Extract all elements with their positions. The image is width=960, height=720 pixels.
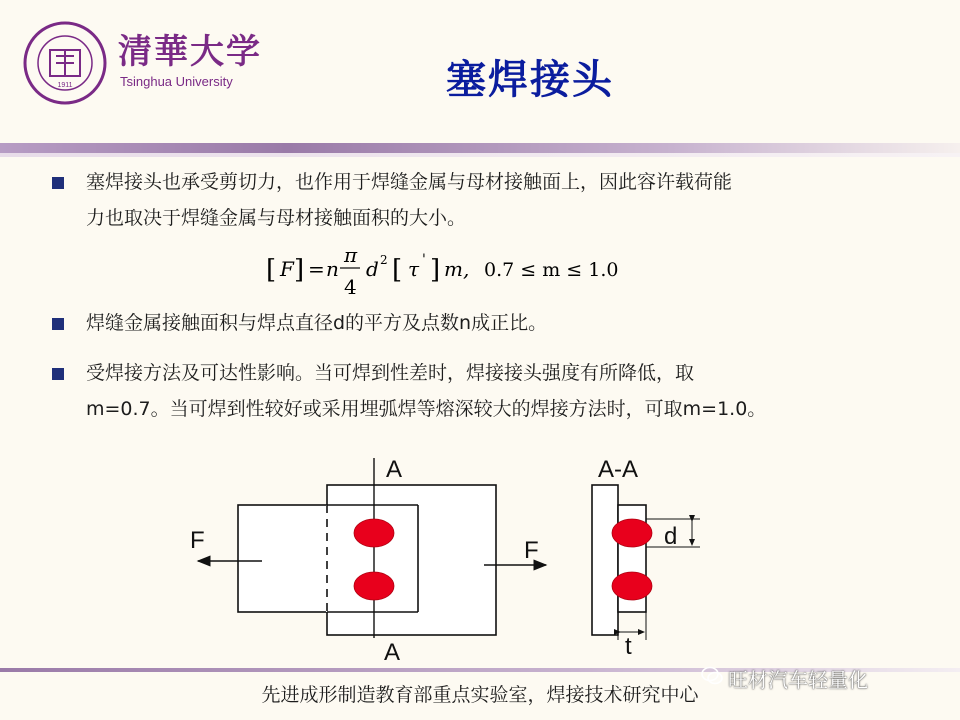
university-logo-chinese: 清華大学 xyxy=(118,32,262,72)
formula-F: F xyxy=(280,257,294,281)
weld-spot xyxy=(354,519,394,547)
bullet-2-line-1: 焊缝金属接触面积与焊点直径d的平方及点数n成正比。 xyxy=(86,312,548,334)
formula-n: n xyxy=(326,257,339,281)
section-label-bottom: A xyxy=(384,639,401,666)
formula-denominator: 4 xyxy=(344,275,357,299)
formula-d: d xyxy=(366,257,379,281)
bullet-3-line-1: 受焊接方法及可达性影响。当可焊到性差时，焊接接头强度有所降低，取 xyxy=(86,362,695,384)
section-label-top: A xyxy=(386,456,403,483)
formula-pi: π xyxy=(344,243,358,267)
seal-year: 1911 xyxy=(57,82,73,89)
force-label-left: F xyxy=(190,527,205,554)
weld-spot xyxy=(354,572,394,600)
bullet-3-line-2: m=0.7。当可焊到性较好或采用埋弧焊等熔深较大的焊接方法时，可取m=1.0。 xyxy=(86,398,767,420)
watermark-text: 旺材汽车轻量化 xyxy=(728,668,868,692)
bullet-square-icon xyxy=(52,177,64,189)
formula-tau: τ xyxy=(408,257,420,281)
section-weld-spot xyxy=(612,572,652,600)
formula-range: 0.7 ≤ m ≤ 1.0 xyxy=(484,259,619,281)
section-upper-plate xyxy=(592,485,618,635)
footer-text: 先进成形制造教育部重点实验室，焊接技术研究中心 xyxy=(261,684,699,706)
formula-m: m, xyxy=(444,257,470,281)
bullet-square-icon xyxy=(52,368,64,380)
plug-weld-diagram xyxy=(0,440,960,670)
bullet-square-icon xyxy=(52,318,64,330)
section-weld-spot xyxy=(612,519,652,547)
header-divider-shadow xyxy=(0,153,960,157)
svg-text:[: [ xyxy=(392,255,403,285)
formula-exponent: 2 xyxy=(380,253,388,267)
header-divider xyxy=(0,143,960,153)
svg-text:[: [ xyxy=(266,255,277,285)
bullet-text-1 xyxy=(86,164,732,236)
bullet-1-line-1: 塞焊接头也承受剪切力，也作用于焊缝金属与母材接触面上，因此容许载荷能 xyxy=(86,171,733,193)
university-logo-english: Tsinghua University xyxy=(120,74,233,89)
svg-text:]: ] xyxy=(294,255,305,285)
slide-title: 塞焊接头 xyxy=(446,57,614,103)
force-label-right: F xyxy=(524,537,539,564)
wechat-icon xyxy=(700,664,724,688)
dimension-d-label: d xyxy=(664,523,678,550)
bullet-text-2 xyxy=(86,305,547,341)
formula xyxy=(262,234,622,304)
dimension-t-label: t xyxy=(625,633,632,660)
section-view-title: A-A xyxy=(598,456,639,483)
svg-text:]: ] xyxy=(430,255,441,285)
svg-text:=: = xyxy=(308,257,325,281)
university-seal-icon xyxy=(22,20,108,106)
formula-prime: ' xyxy=(422,252,426,268)
bullet-1-line-2: 力也取决于焊缝金属与母材接触面积的大小。 xyxy=(86,207,467,229)
bullet-text-3 xyxy=(86,355,766,427)
